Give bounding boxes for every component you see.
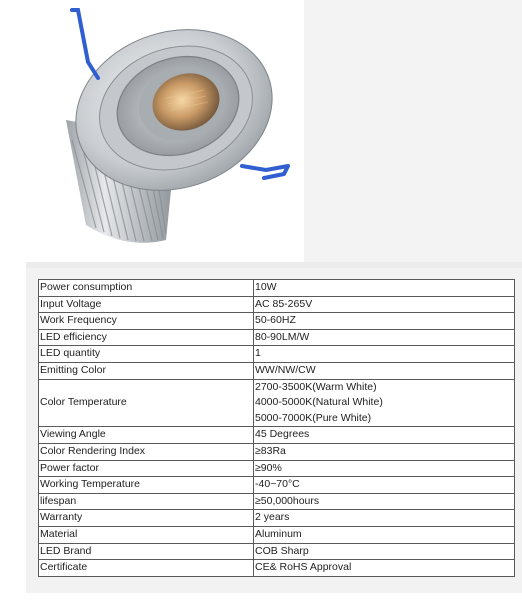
table-row — [39, 493, 515, 510]
spec-key: Emitting Color — [39, 362, 254, 379]
spec-value: 2 years — [254, 510, 515, 527]
spec-value: 10W — [254, 280, 515, 297]
spec-value: Aluminum — [254, 526, 515, 543]
table-row — [39, 510, 515, 527]
table-row — [39, 296, 515, 313]
spec-value-line: 5000-7000K(Pure White) — [255, 411, 372, 424]
spec-table — [38, 279, 515, 577]
spring-clip-right — [242, 166, 288, 178]
spec-key: Color Rendering Index — [39, 443, 254, 460]
spec-value: 50-60HZ — [254, 313, 515, 330]
spec-key: Work Frequency — [39, 313, 254, 330]
table-row — [39, 460, 515, 477]
table-row — [39, 560, 515, 577]
table-row — [39, 443, 515, 460]
spec-value: CE& RoHS Approval — [254, 560, 515, 577]
spec-key: Color Temperature — [39, 379, 254, 427]
product-photo — [26, 0, 304, 262]
spec-key: Warranty — [39, 510, 254, 527]
spec-key: Working Temperature — [39, 477, 254, 494]
downlight-illustration — [26, 0, 304, 262]
table-row — [39, 379, 515, 427]
spec-value: ≥50,000hours — [254, 493, 515, 510]
table-row — [39, 346, 515, 363]
spec-value-line: 4000-5000K(Natural White) — [255, 396, 383, 409]
spec-value-multiline — [254, 379, 515, 427]
spec-key: Power factor — [39, 460, 254, 477]
table-row — [39, 313, 515, 330]
table-row — [39, 362, 515, 379]
spec-key: Material — [39, 526, 254, 543]
spec-key: lifespan — [39, 493, 254, 510]
spec-value: 1 — [254, 346, 515, 363]
spec-value: ≥83Ra — [254, 443, 515, 460]
table-row — [39, 427, 515, 444]
table-row — [39, 477, 515, 494]
spec-key: Input Voltage — [39, 296, 254, 313]
spec-value: 80-90LM/W — [254, 329, 515, 346]
spec-key: LED Brand — [39, 543, 254, 560]
spec-value: AC 85-265V — [254, 296, 515, 313]
spring-clip-left — [72, 10, 98, 78]
spec-key: Power consumption — [39, 280, 254, 297]
spec-value: 45 Degrees — [254, 427, 515, 444]
spec-value: ≥90% — [254, 460, 515, 477]
spec-value: WW/NW/CW — [254, 362, 515, 379]
table-row — [39, 526, 515, 543]
spec-key: Certificate — [39, 560, 254, 577]
spec-value: -40~70°C — [254, 477, 515, 494]
table-row — [39, 543, 515, 560]
spec-value-line: 2700-3500K(Warm White) — [255, 380, 377, 393]
spec-value: COB Sharp — [254, 543, 515, 560]
spec-key: Viewing Angle — [39, 427, 254, 444]
table-row — [39, 280, 515, 297]
spec-key: LED efficiency — [39, 329, 254, 346]
photo-background — [304, 0, 522, 262]
spec-key: LED quantity — [39, 346, 254, 363]
table-row — [39, 329, 515, 346]
